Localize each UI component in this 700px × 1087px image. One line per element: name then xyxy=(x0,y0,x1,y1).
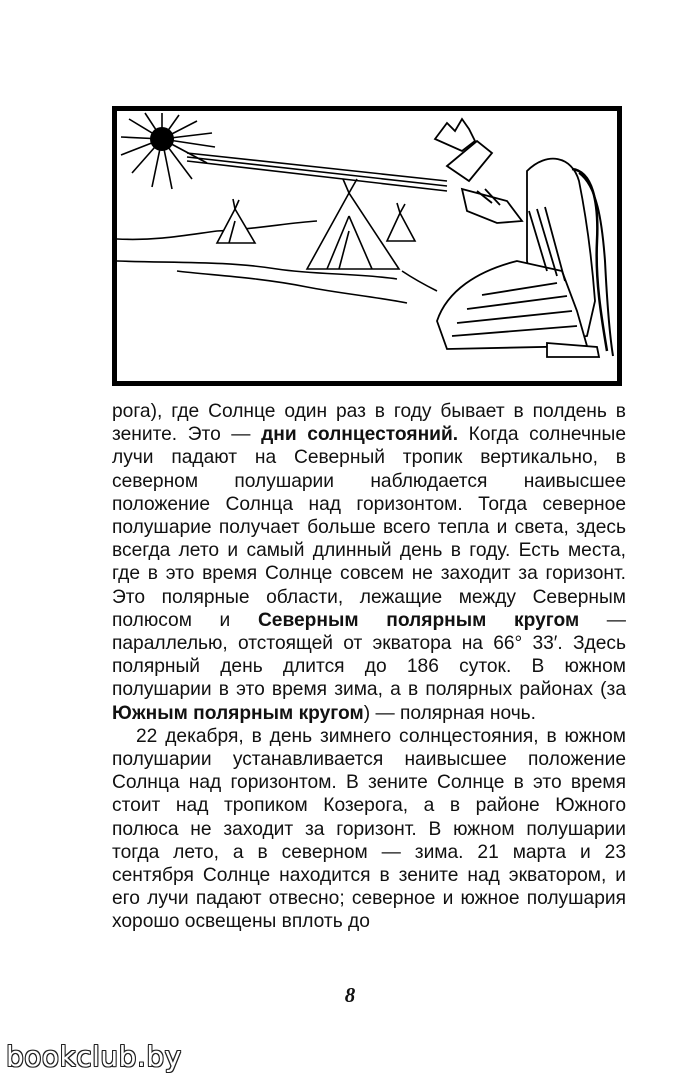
watermark: bookclub.by xyxy=(6,1040,182,1073)
paragraph-1-text-4: ) — полярная ночь. xyxy=(363,702,537,724)
page-number: 8 xyxy=(344,983,356,1007)
paragraph-1-text-3: — параллелью, отстоящей от экватора на 66° 33′. Здесь полярный день длится до 186 суток. В южном полушарии в это время зима, а в полярных районах (за xyxy=(112,609,626,701)
paragraph-1-text-2: Когда солнечные лучи падают на Северный тропик вертикально, в северном полушарии наблюдается наивысшее положение Солнца над горизонтом. Тогда северное полушарие получает больше всего тепла и света, здесь всегда лето и самый длинный день в году. Есть места, где в это время Солнце совсем не заходит за горизонт. Это полярные области, лежащие между Северным полюсом и xyxy=(112,424,627,631)
paragraph-2: 22 декабря, в день зимнего солнцестояния, в южном полушарии устанавливается наивысшее положение Солнца над горизонтом. В зените Солнце в это время стоит над тропиком Козерога, а в районе Южного полюса не заходит за горизонт. В южном полушарии тогда лето, а в северном — зима. 21 марта и 23 сентября Солнце находится в зените над экватором, и его лучи падают отвесно; северное и южное полушария хорошо освещены вплоть до xyxy=(112,725,626,933)
body-text xyxy=(112,400,626,934)
paragraph-1-text-1: рога), где Солнце один раз в году бывает в полдень в зените. Это — xyxy=(112,401,626,446)
term-arctic-circle: Северным полярным кругом xyxy=(257,609,580,631)
solstice-illustration xyxy=(117,111,617,381)
term-solstice-days: дни солнцестояний. xyxy=(261,424,459,446)
illustration xyxy=(112,106,622,386)
paragraph-1 xyxy=(112,400,626,725)
sun-icon xyxy=(150,127,174,151)
term-antarctic-circle: Южным полярным кругом xyxy=(112,702,364,724)
